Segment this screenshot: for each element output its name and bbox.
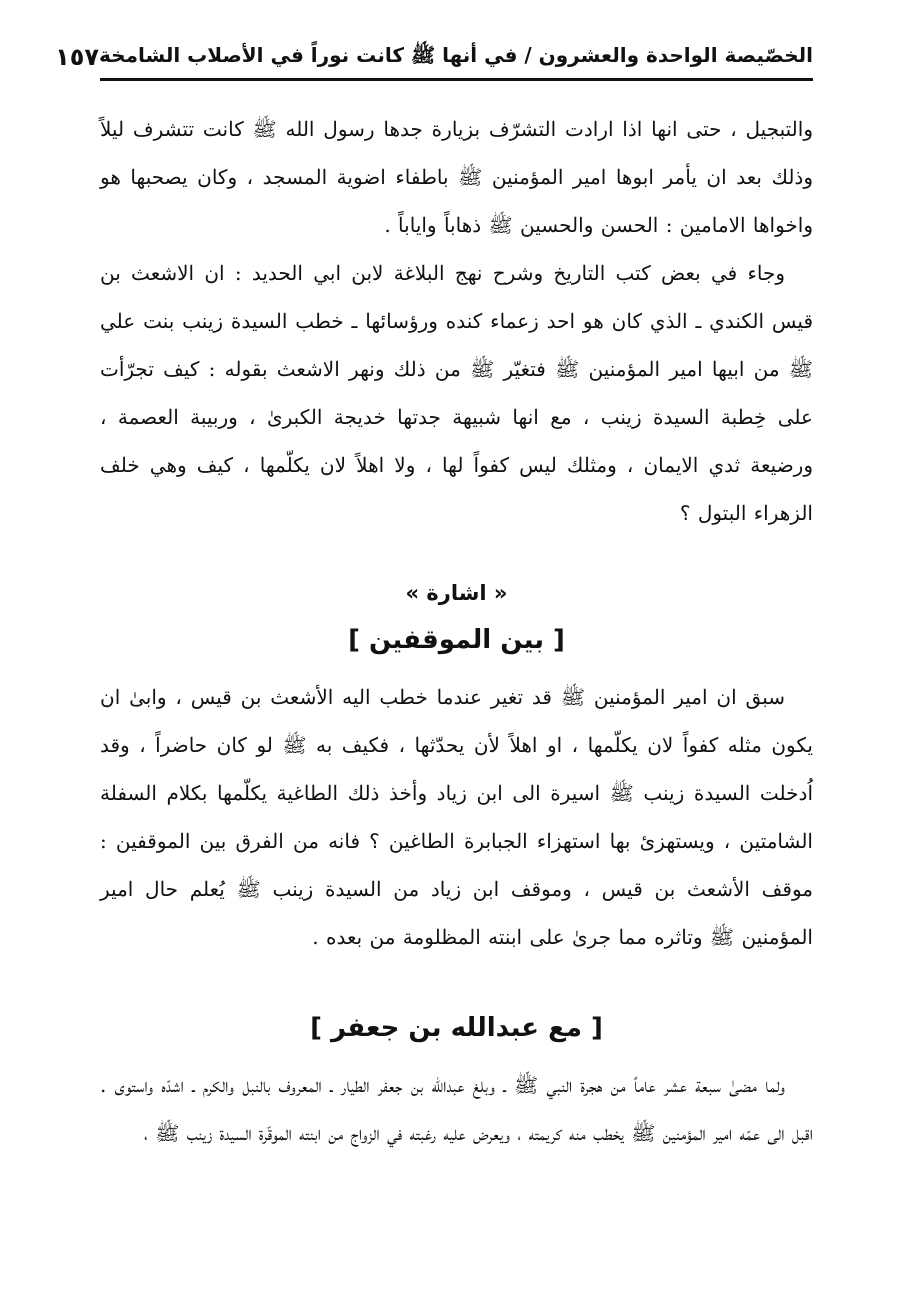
- page-header: [55, 36, 813, 81]
- page-body: [100, 105, 813, 1157]
- page-number: ١٥٧: [55, 43, 100, 71]
- section-title-two-stances: [ بين الموقفين ]: [348, 625, 565, 655]
- paragraph-two-stances: سبق ان امير المؤمنين ﷺ قد تغير عندما خطب اليه الأشعث بن قيس ، وابىٰ ان يكون مثله كفواً لان يكلّمها ، او اهلاً لأن يحدّثها ، فكيف به ﷺ لو كان حاضراً ، وقد اُدخلت السيدة زينب ﷺ اسيرة الى ابن زياد وأخذ ذلك الطاغية يكلّمها بكلام السفلة الشامتين ، ويستهزئ بها استهزاء الجبابرة الطاغين ؟ فانه من الفرق بين الموقفين : موقف الأشعث بن قيس ، وموقف ابن زياد من السيدة زينب ﷺ يُعلم حال امير المؤمنين ﷺ وتاثره مما جرىٰ على ابنته المظلومة من بعده .: [100, 685, 813, 949]
- section-gap: [100, 537, 813, 573]
- section-gap: [100, 961, 813, 1001]
- section-label-note: « اشارة »: [405, 581, 508, 605]
- section-title-abdullah: [ مع عبدالله بن جعفر ]: [310, 1013, 603, 1043]
- paragraph-ashath-proposal: وجاء في بعض كتب التاريخ وشرح نهج البلاغة لابن ابي الحديد : ان الاشعث بن قيس الكندي ـ الذي كان هو احد زعماء كنده ورؤسائها ـ خطب السيدة زينب بنت علي ﷺ من ابيها امير المؤمنين ﷺ فتغيّر ﷺ من ذلك ونهر الاشعث بقوله : كيف تجرّأت على خِطبة السيدة زينب ، مع انها شبيهة جدتها خديجة الكبرىٰ ، وربيبة العصمة ، ورضيعة ثدي الايمان ، ومثلك ليس كفواً لها ، ولا اهلاً لان يكلّمها ، كيف وهي خلف الزهراء البتول ؟: [100, 261, 813, 525]
- running-head: الخصّيصة الواحدة والعشرون / في أنها ﷺ كانت نوراً في الأصلاب الشامخة: [99, 42, 813, 67]
- paragraph-continuation: والتبجيل ، حتى انها اذا ارادت التشرّف بزيارة جدها رسول الله ﷺ كانت تتشرف ليلاً وذلك بعد ان يأمر ابوها امير المؤمنين ﷺ باطفاء اضوية المسجد ، وكان يصحبها هو واخواها الامامين : الحسن والحسين ﷺ ذهاباً واياباً .: [100, 117, 813, 237]
- paragraph-abdullah-proposal: ولما مضىٰ سبعة عشر عاماً من هجرة النبي ﷺ ـ وبلغ عبدالله بن جعفر الطيار ـ المعروف بالنبل والكرم ـ اشدّه واستوى . اقبل الى عمّه امير المؤمنين ﷺ يخطب منه كريمته ، ويعرض عليه رغبته في الزواج من ابنته الموقّرة السيدة زينب ﷺ ،: [100, 1073, 813, 1145]
